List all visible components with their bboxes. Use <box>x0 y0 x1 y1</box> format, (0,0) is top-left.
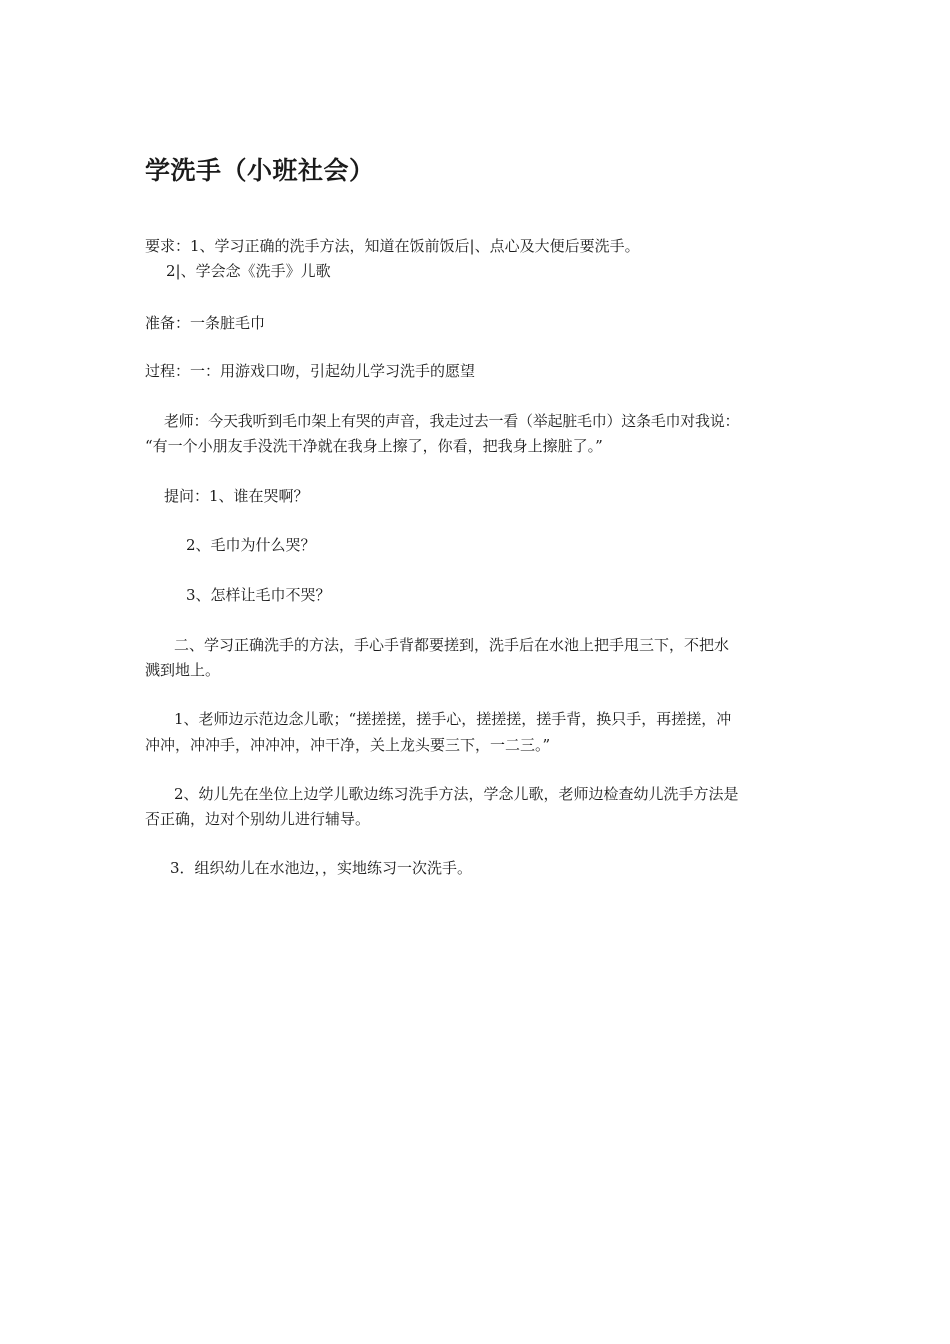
process-step2-line-1: 二、学习正确洗手的方法，手心手背都要搓到，洗手后在水池上把手甩三下，不把水 <box>174 636 730 654</box>
substep-3: 3．组织幼儿在水池边，，实地练习一次洗手。 <box>170 859 473 877</box>
teacher-speech-line-1: 老师：今天我听到毛巾架上有哭的声音，我走过去一看（举起脏毛巾）这条毛巾对我说： <box>164 412 740 430</box>
question-2: 2、毛巾为什么哭？ <box>186 536 316 554</box>
question-3: 3、怎样让毛巾不哭？ <box>186 586 331 604</box>
teacher-speech-line-2: “有一个小朋友手没洗干净就在我身上擦了，你看，把我身上擦脏了。” <box>145 437 603 455</box>
question-1: 提问：1、谁在哭啊？ <box>164 487 309 505</box>
substep-1-line-1: 1、老师边示范边念儿歌；“搓搓搓，搓手心，搓搓搓，搓手背，换只手，再搓搓，冲 <box>174 710 732 728</box>
requirement-line-1: 要求：1、学习正确的洗手方法，知道在饭前饭后|、点心及大便后要洗手。 <box>145 237 640 255</box>
substep-2-line-1: 2、幼儿先在坐位上边学儿歌边练习洗手方法，学念儿歌，老师边检查幼儿洗手方法是 <box>174 785 739 803</box>
preparation-line: 准备：一条脏毛巾 <box>145 314 266 332</box>
substep-2-line-2: 否正确，边对个别幼儿进行辅导。 <box>145 810 371 828</box>
process-step1-heading: 过程：一：用游戏口吻，引起幼儿学习洗手的愿望 <box>145 362 476 380</box>
process-step2-line-2: 溅到地上。 <box>145 661 221 679</box>
document-title: 学洗手（小班社会） <box>145 156 375 185</box>
substep-1-line-2: 冲冲，冲冲手，冲冲冲，冲干净，关上龙头要三下，一二三。” <box>145 736 551 754</box>
requirement-line-2: 2|、学会念《洗手》儿歌 <box>166 262 331 280</box>
